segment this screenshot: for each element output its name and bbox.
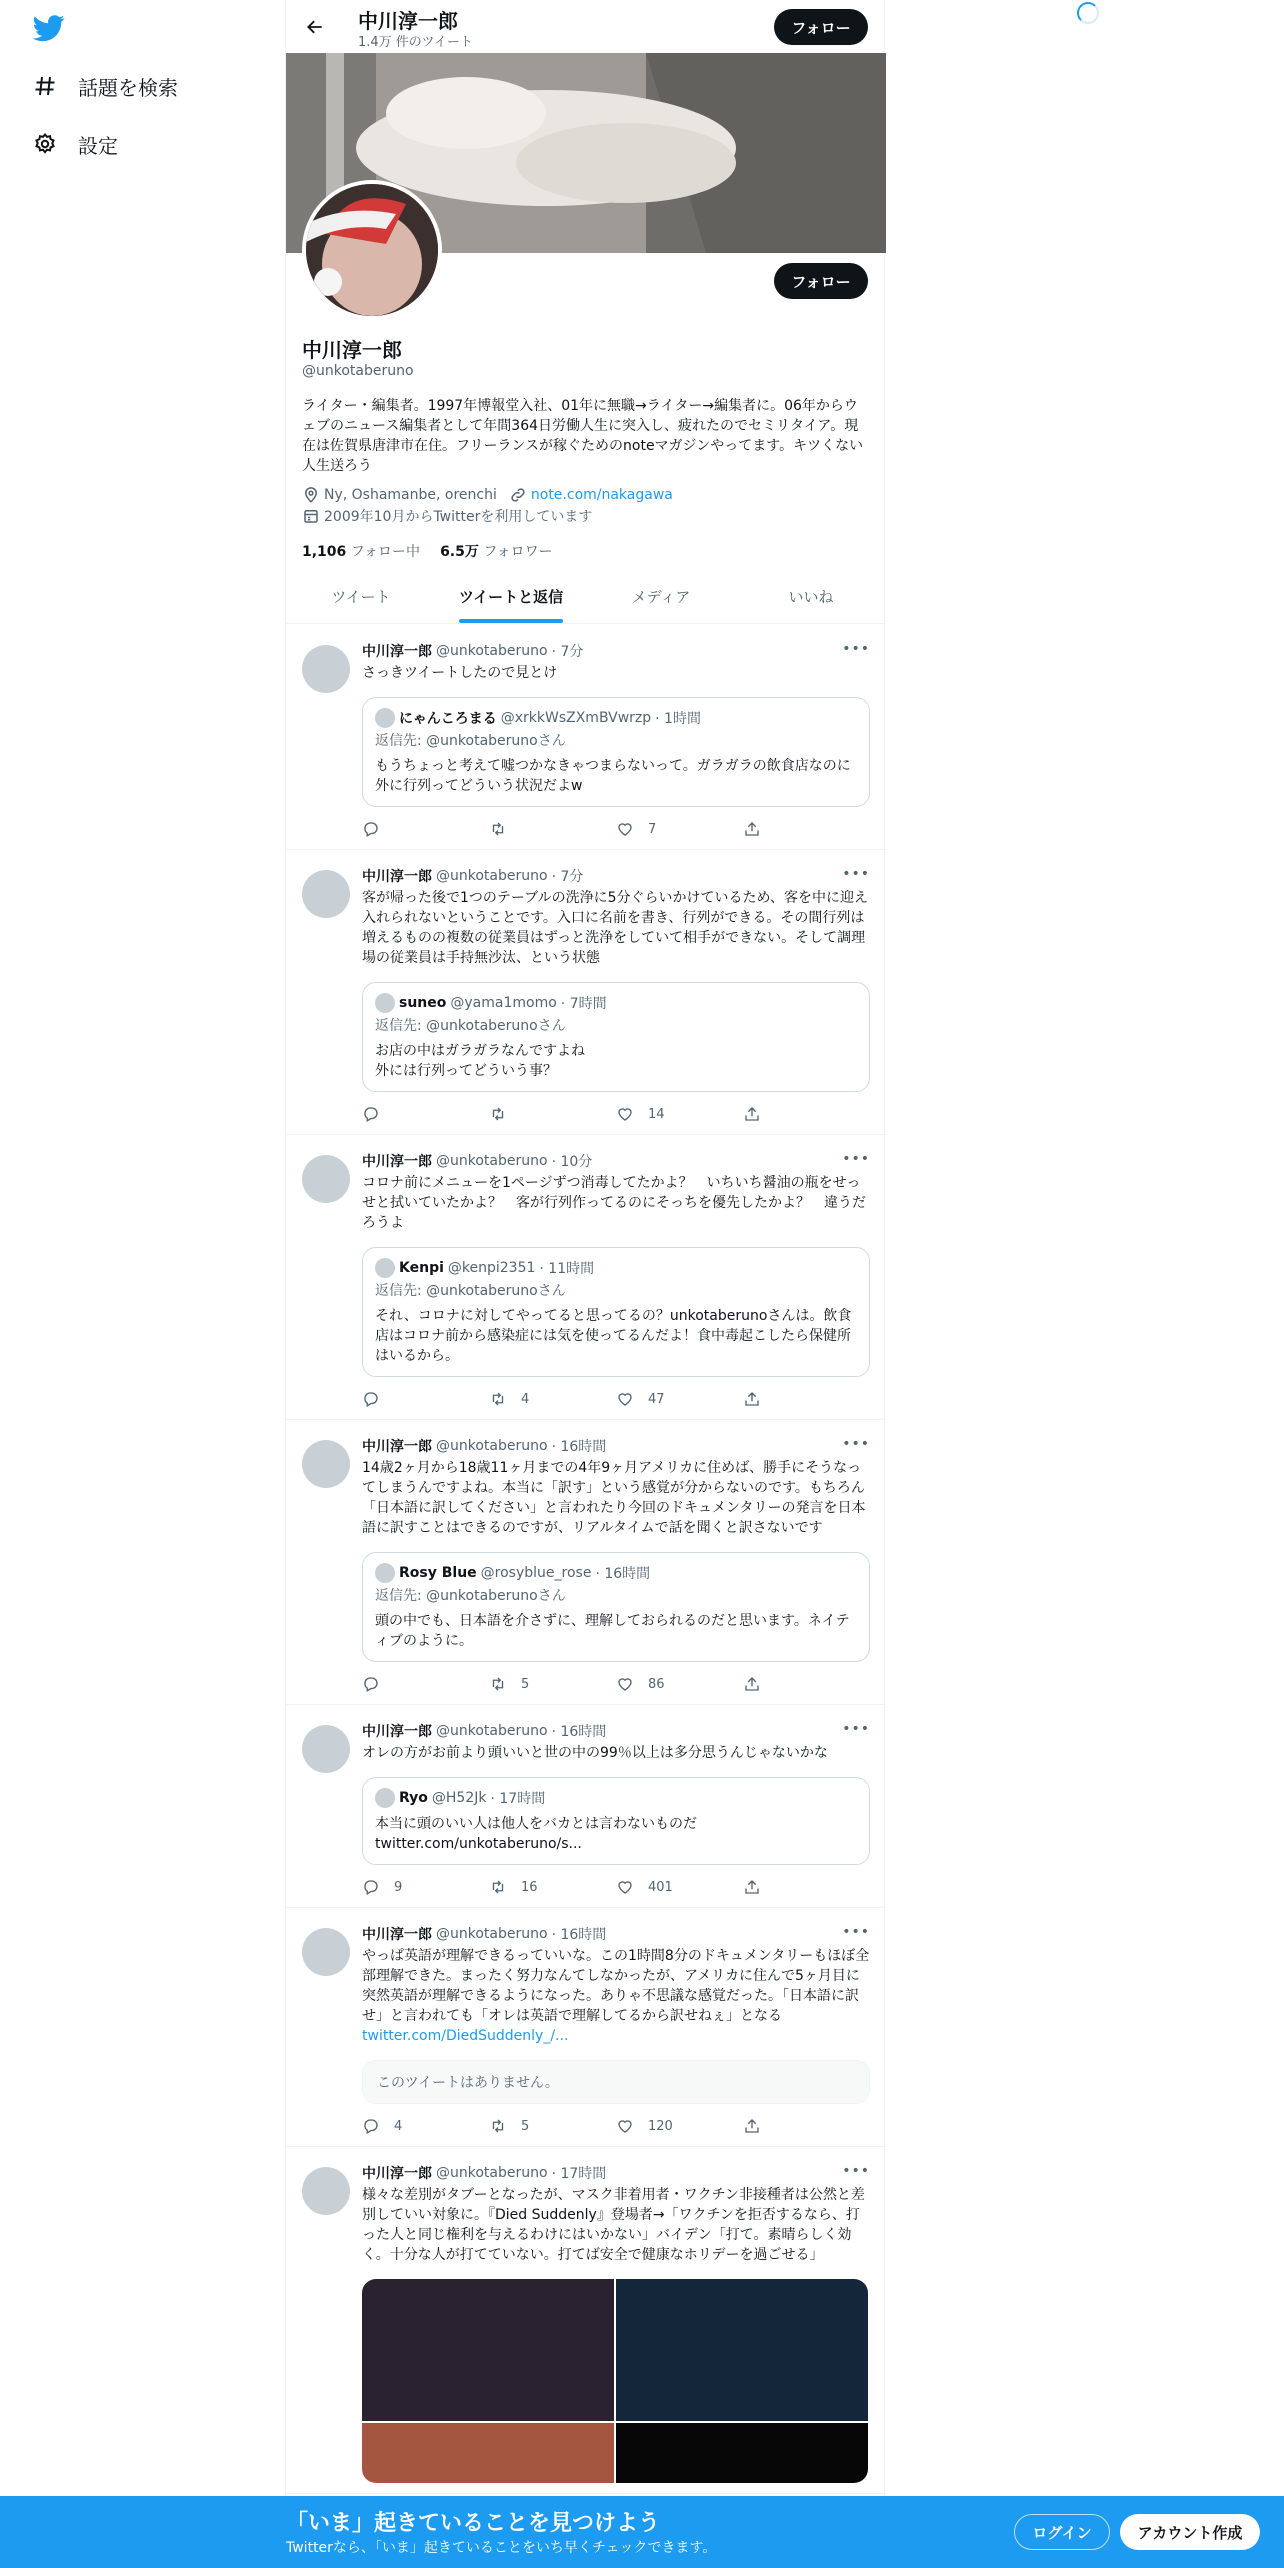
quoted-author-handle: @xrkkWsZXmBVwrzp bbox=[500, 710, 652, 726]
retweet-button[interactable] bbox=[489, 1105, 616, 1123]
quoted-avatar bbox=[375, 1258, 395, 1278]
tweet-text bbox=[362, 1946, 870, 2046]
tab-tweets-and-replies[interactable]: ツイートと返信 bbox=[436, 570, 586, 623]
quoted-time: · 17時間 bbox=[490, 1791, 546, 1807]
quoted-author-handle: @yama1momo bbox=[450, 995, 557, 1011]
tweet-author-handle: @unkotaberuno bbox=[436, 868, 548, 884]
share-icon bbox=[743, 1675, 761, 1693]
signup-banner-title: 「いま」起きていることを見つけよう bbox=[286, 2511, 661, 2536]
more-options-icon[interactable]: ••• bbox=[842, 1436, 870, 1452]
retweet-count: 4 bbox=[521, 1391, 530, 1407]
tweet-time[interactable]: · 16時間 bbox=[551, 1439, 607, 1455]
media-image[interactable] bbox=[362, 2279, 614, 2421]
tweet-author-handle: @unkotaberuno bbox=[436, 643, 548, 659]
media-image[interactable] bbox=[362, 2423, 614, 2483]
tweet-text bbox=[362, 1743, 870, 1763]
reply-count: 4 bbox=[394, 2118, 403, 2134]
retweet-button[interactable] bbox=[489, 1878, 616, 1896]
quoted-avatar bbox=[375, 708, 395, 728]
share-icon bbox=[743, 1105, 761, 1123]
tweet-avatar[interactable] bbox=[302, 1440, 350, 1488]
quoted-avatar bbox=[375, 1788, 395, 1808]
profile-url-link[interactable]: note.com/nakagawa bbox=[530, 487, 673, 503]
share-icon bbox=[743, 1878, 761, 1896]
quoted-text: もうちょっと考えて嘘つかなきゃつまらないって。ガラガラの飲食店なのに外に行列ってどういう状況だよw bbox=[375, 758, 851, 794]
like-count: 47 bbox=[648, 1391, 665, 1407]
tweet[interactable] bbox=[286, 1908, 886, 2147]
quoted-author-handle: @rosyblue_rose bbox=[480, 1565, 592, 1581]
tweet-avatar[interactable] bbox=[302, 1725, 350, 1773]
quoted-reply-to: 返信先: @unkotaberunoさん bbox=[375, 733, 566, 749]
tweet-author-handle: @unkotaberuno bbox=[436, 1438, 548, 1454]
heart-icon bbox=[616, 1878, 634, 1896]
quoted-tweet-header bbox=[375, 1788, 857, 1808]
unavailable-tweet: このツイートはありません。 bbox=[362, 2060, 870, 2104]
back-arrow-icon[interactable] bbox=[300, 12, 330, 42]
tweet-author-name[interactable]: 中川淳一郎 bbox=[362, 1154, 432, 1170]
tweet-body: さっきツイートしたので見とけ bbox=[362, 665, 558, 681]
retweet-icon bbox=[489, 1390, 507, 1408]
quoted-tweet-header bbox=[375, 1563, 857, 1583]
tweet-text bbox=[362, 1458, 870, 1538]
tweet-time[interactable]: · 16時間 bbox=[551, 1724, 607, 1740]
like-button[interactable] bbox=[616, 1390, 743, 1408]
tweet-author-name[interactable]: 中川淳一郎 bbox=[362, 644, 432, 660]
like-button[interactable] bbox=[616, 1878, 743, 1896]
tweet-actions bbox=[362, 819, 870, 839]
share-button[interactable] bbox=[743, 1675, 870, 1693]
reply-button[interactable] bbox=[362, 2117, 489, 2135]
profile-header bbox=[286, 0, 884, 53]
like-count: 86 bbox=[648, 1676, 665, 1692]
tab-media[interactable]: メディア bbox=[631, 588, 691, 606]
tweet-actions bbox=[362, 1674, 870, 1694]
like-count: 401 bbox=[648, 1879, 673, 1895]
retweet-button[interactable] bbox=[489, 1675, 616, 1693]
tweet[interactable] bbox=[286, 625, 886, 850]
tweet-actions bbox=[362, 1104, 870, 1124]
more-options-icon[interactable]: ••• bbox=[842, 1721, 870, 1737]
more-options-icon[interactable]: ••• bbox=[842, 866, 870, 882]
reply-icon bbox=[362, 1390, 380, 1408]
tweet-author-name[interactable]: 中川淳一郎 bbox=[362, 869, 432, 885]
tweet-body: 14歳2ヶ月から18歳11ヶ月までの4年9ヶ月アメリカに住めば、勝手にそうなってしまうんですよね。本当に「訳す」という感覚が分からないのです。もちろん「日本語に訳してください」と言われたり今回のドキュメンタリーの発言を日本語に訳すことはできるのですが、リアルタイムで話を聞くと訳さないです bbox=[362, 1460, 866, 1536]
like-count: 7 bbox=[648, 821, 657, 837]
like-button[interactable] bbox=[616, 820, 743, 838]
quoted-time: · 7時間 bbox=[560, 996, 607, 1012]
reply-button[interactable] bbox=[362, 1675, 489, 1693]
share-button[interactable] bbox=[743, 1878, 870, 1896]
tweet-body: やっぱ英語が理解できるっていいな。この1時間8分のドキュメンタリーもほぼ全部理解できた。まったく努力なんてしなかったが、アメリカに住んで5ヶ月目に突然英語が理解できるようになった。ありゃ不思議な感覚だった。「日本語に訳せ」と言われても「オレは英語で理解してるから訳せねぇ」となる bbox=[362, 1948, 870, 2024]
reply-button[interactable] bbox=[362, 1105, 489, 1123]
tweet-actions bbox=[362, 2116, 870, 2136]
quoted-time: · 11時間 bbox=[539, 1261, 595, 1277]
profile-handle: @unkotaberuno bbox=[302, 363, 414, 379]
tweet-author-name[interactable]: 中川淳一郎 bbox=[362, 2166, 432, 2182]
tweet-avatar[interactable] bbox=[302, 2167, 350, 2215]
tweet-time[interactable]: · 10分 bbox=[551, 1154, 593, 1170]
tweet-time[interactable]: · 17時間 bbox=[551, 2166, 607, 2182]
tweet-time[interactable]: · 7分 bbox=[551, 869, 584, 885]
tweet-feed bbox=[286, 625, 886, 2494]
quoted-time: · 16時間 bbox=[595, 1566, 651, 1582]
tweet-actions bbox=[362, 1877, 870, 1897]
nav-settings[interactable] bbox=[32, 120, 118, 168]
signup-banner bbox=[0, 2496, 1284, 2568]
twitter-bird-icon[interactable] bbox=[32, 12, 66, 44]
calendar-icon bbox=[302, 507, 320, 525]
quoted-author-name: にゃんころまる bbox=[399, 711, 497, 727]
tweet-body: オレの方がお前より頭いいと世の中の99％以上は多分思うんじゃないかな bbox=[362, 1745, 828, 1761]
tweet[interactable] bbox=[286, 1135, 886, 1420]
reply-icon bbox=[362, 1675, 380, 1693]
tab-likes[interactable]: いいね bbox=[788, 588, 834, 606]
tweet-author-handle: @unkotaberuno bbox=[436, 2165, 548, 2181]
retweet-count: 5 bbox=[521, 2118, 530, 2134]
tweet[interactable] bbox=[286, 850, 886, 1135]
quoted-time: · 1時間 bbox=[655, 711, 701, 727]
tweet-header bbox=[362, 1721, 870, 1741]
quoted-reply-to: 返信先: @unkotaberunoさん bbox=[375, 1283, 566, 1299]
profile-name: 中川淳一郎 bbox=[302, 338, 402, 362]
tweet-header bbox=[362, 1924, 870, 1944]
quoted-avatar bbox=[375, 1563, 395, 1583]
tweet-actions bbox=[362, 1389, 870, 1409]
follow-counts bbox=[302, 541, 553, 561]
quoted-reply-to: 返信先: @unkotaberunoさん bbox=[375, 1018, 566, 1034]
following-link[interactable] bbox=[302, 541, 420, 561]
tweet-text bbox=[362, 663, 870, 683]
quoted-tweet-header bbox=[375, 1258, 857, 1278]
profile-joined-row bbox=[302, 506, 592, 526]
quoted-author-name: suneo bbox=[399, 995, 447, 1011]
tweet-header bbox=[362, 1151, 870, 1171]
share-icon bbox=[743, 820, 761, 838]
following-count: 1,106 bbox=[302, 544, 347, 560]
like-button[interactable] bbox=[616, 2117, 743, 2135]
tweet-author-handle: @unkotaberuno bbox=[436, 1153, 548, 1169]
header-title: 中川淳一郎 bbox=[358, 9, 458, 33]
reply-icon bbox=[362, 820, 380, 838]
profile-location: Ny, Oshamanbe, orenchi bbox=[324, 487, 497, 503]
following-label: フォロー中 bbox=[350, 544, 421, 560]
tweet-header bbox=[362, 2163, 870, 2183]
quoted-author-name: Kenpi bbox=[399, 1260, 444, 1276]
tweet-author-handle: @unkotaberuno bbox=[436, 1723, 548, 1739]
heart-icon bbox=[616, 1675, 634, 1693]
tweet-time[interactable]: · 7分 bbox=[551, 644, 584, 660]
share-button[interactable] bbox=[743, 820, 870, 838]
heart-icon bbox=[616, 1105, 634, 1123]
followers-label: フォロワー bbox=[483, 544, 553, 560]
heart-icon bbox=[616, 2117, 634, 2135]
tweet-body: コロナ前にメニューを1ページずつ消毒してたかよ？ いちいち醤油の瓶をせっせと拭いていたかよ？ 客が行列作ってるのにそっちを優先したかよ？ 違うだろうよ bbox=[362, 1175, 866, 1231]
tweet-author-name[interactable]: 中川淳一郎 bbox=[362, 1724, 432, 1740]
tweet-author-name[interactable]: 中川淳一郎 bbox=[362, 1439, 432, 1455]
quoted-reply-to: 返信先: @unkotaberunoさん bbox=[375, 1588, 566, 1604]
signup-button[interactable]: アカウント作成 bbox=[1120, 2514, 1260, 2550]
quoted-avatar bbox=[375, 993, 395, 1013]
quoted-tweet[interactable] bbox=[362, 1777, 870, 1865]
retweet-icon bbox=[489, 1675, 507, 1693]
tweet-avatar[interactable] bbox=[302, 645, 350, 693]
more-options-icon[interactable]: ••• bbox=[842, 1924, 870, 1940]
tweet-author-name[interactable]: 中川淳一郎 bbox=[362, 1927, 432, 1943]
quoted-text: 頭の中でも、日本語を介さずに、理解しておられるのだと思います。ネイティブのように。 bbox=[375, 1613, 850, 1649]
tweet-body: 客が帰った後で1つのテーブルの洗浄に5分ぐらいかけているため、客を中に迎え入れられないということです。入口に名前を書き、行列ができる。その間行列は増えるものの複数の従業員はずっと洗浄をしていて相手ができない。そして調理場の従業員は手持無沙汰、という状態 bbox=[362, 890, 868, 966]
signup-banner-subtitle: Twitterなら、「いま」起きていることをいち早くチェックできます。 bbox=[286, 2540, 717, 2556]
quoted-author-handle: @H52Jk bbox=[431, 1790, 487, 1806]
like-button[interactable] bbox=[616, 1675, 743, 1693]
more-options-icon[interactable]: ••• bbox=[842, 2163, 870, 2179]
quoted-text: お店の中はガラガラなんですよね 外には行列ってどういう事？ bbox=[375, 1043, 585, 1079]
tweet-text bbox=[362, 888, 870, 968]
reply-icon bbox=[362, 2117, 380, 2135]
tweet-count: 1.4万 件のツイート bbox=[358, 35, 473, 50]
nav-explore[interactable] bbox=[32, 62, 178, 110]
media-image[interactable] bbox=[616, 2279, 868, 2421]
link-icon bbox=[509, 486, 527, 504]
profile-joined: 2009年10月からTwitterを利用しています bbox=[324, 509, 593, 525]
tab-tweets[interactable]: ツイート bbox=[331, 588, 391, 606]
tweet-text bbox=[362, 1173, 870, 1233]
retweet-icon bbox=[489, 2117, 507, 2135]
share-icon bbox=[743, 2117, 761, 2135]
reply-button[interactable] bbox=[362, 1390, 489, 1408]
hashtag-icon bbox=[32, 73, 58, 99]
retweet-button[interactable] bbox=[489, 820, 616, 838]
heart-icon bbox=[616, 1390, 634, 1408]
tweet-link[interactable]: twitter.com/DiedSuddenly_/... bbox=[362, 2028, 569, 2044]
retweet-icon bbox=[489, 1878, 507, 1896]
tweet-avatar[interactable] bbox=[302, 870, 350, 918]
share-icon bbox=[743, 1390, 761, 1408]
quoted-author-name: Ryo bbox=[399, 1790, 428, 1806]
profile-bio: ライター・編集者。1997年博報堂入社、01年に無職→ライター→編集者に。06年からウェブのニュース編集者として年間364日労働人生に突入し、疲れたのでセミリタイア。現在は佐賀県唐津市在住。フリーランスが稼ぐためのnoteマガジンやってます。キツくない人生送ろう bbox=[302, 398, 864, 474]
profile-column bbox=[285, 0, 885, 2568]
quoted-author-handle: @kenpi2351 bbox=[447, 1260, 536, 1276]
reply-button[interactable] bbox=[362, 820, 489, 838]
quoted-text: 本当に頭のいい人は他人をバカとは言わないものだ twitter.com/unkotaberuno/s... bbox=[375, 1816, 697, 1852]
tweet[interactable] bbox=[286, 1420, 886, 1705]
retweet-icon bbox=[489, 820, 507, 838]
gear-icon bbox=[32, 131, 58, 157]
retweet-button[interactable] bbox=[489, 2117, 616, 2135]
retweet-icon bbox=[489, 1105, 507, 1123]
retweet-count: 5 bbox=[521, 1676, 530, 1692]
quoted-tweet[interactable] bbox=[362, 697, 870, 807]
nav-settings-label: 設定 bbox=[78, 133, 118, 158]
more-options-icon[interactable]: ••• bbox=[842, 1151, 870, 1167]
tweet-header bbox=[362, 866, 870, 886]
profile-avatar[interactable] bbox=[302, 180, 442, 320]
like-count: 14 bbox=[648, 1106, 665, 1122]
profile-tabs bbox=[286, 570, 886, 624]
tweet-avatar[interactable] bbox=[302, 1155, 350, 1203]
reply-icon bbox=[362, 1878, 380, 1896]
quoted-tweet[interactable] bbox=[362, 982, 870, 1092]
share-button[interactable] bbox=[743, 1105, 870, 1123]
tweet-header bbox=[362, 1436, 870, 1456]
reply-icon bbox=[362, 1105, 380, 1123]
login-button[interactable]: ログイン bbox=[1014, 2514, 1110, 2550]
quoted-text: それ、コロナに対してやってると思ってるの？unkotaberunoさんは。飲食店はコロナ前から感染症には気を使ってるんだよ！食中毒起こしたら保健所はいるから。 bbox=[375, 1308, 852, 1364]
retweet-count: 16 bbox=[521, 1879, 538, 1895]
tweet-body: 様々な差別がタブーとなったが、マスク非着用者・ワクチン非接種者は公然と差別していい対象に。『Died Suddenly』登場者→「ワクチンを拒否するなら、打った人と同じ権利を与えるわけにはいかない」バイデン「打て。素晴らしく効く。十分な人が打てていない。打てば安全で健康なホリデーを過ごせる」 bbox=[362, 2187, 865, 2263]
followers-count: 6.5万 bbox=[440, 544, 479, 560]
tweet[interactable] bbox=[286, 2147, 886, 2494]
quoted-tweet-header bbox=[375, 993, 857, 1013]
tweet-media-grid[interactable] bbox=[362, 2279, 868, 2483]
tweet[interactable] bbox=[286, 1705, 886, 1908]
share-button[interactable] bbox=[743, 1390, 870, 1408]
tweet-time[interactable]: · 16時間 bbox=[551, 1927, 607, 1943]
quoted-tweet[interactable] bbox=[362, 1247, 870, 1377]
avatar-photo bbox=[306, 184, 438, 316]
profile-follow-button[interactable]: フォロー bbox=[774, 263, 868, 299]
more-options-icon[interactable]: ••• bbox=[842, 641, 870, 657]
header-follow-button[interactable]: フォロー bbox=[774, 9, 868, 45]
location-pin-icon bbox=[302, 486, 320, 504]
quoted-tweet[interactable] bbox=[362, 1552, 870, 1662]
tweet-author-handle: @unkotaberuno bbox=[436, 1926, 548, 1942]
tweet-header bbox=[362, 641, 870, 661]
share-button[interactable] bbox=[743, 2117, 870, 2135]
tweet-avatar[interactable] bbox=[302, 1928, 350, 1976]
loading-spinner-icon bbox=[1077, 2, 1099, 24]
reply-count: 9 bbox=[394, 1879, 403, 1895]
like-count: 120 bbox=[648, 2118, 673, 2134]
like-button[interactable] bbox=[616, 1105, 743, 1123]
quoted-tweet-header bbox=[375, 708, 857, 728]
retweet-button[interactable] bbox=[489, 1390, 616, 1408]
quoted-author-name: Rosy Blue bbox=[399, 1565, 477, 1581]
heart-icon bbox=[616, 820, 634, 838]
tweet-text bbox=[362, 2185, 870, 2265]
reply-button[interactable] bbox=[362, 1878, 489, 1896]
followers-link[interactable] bbox=[440, 541, 553, 561]
media-image[interactable] bbox=[616, 2423, 868, 2483]
nav-explore-label: 話題を検索 bbox=[78, 75, 178, 100]
profile-meta-row bbox=[302, 486, 673, 504]
